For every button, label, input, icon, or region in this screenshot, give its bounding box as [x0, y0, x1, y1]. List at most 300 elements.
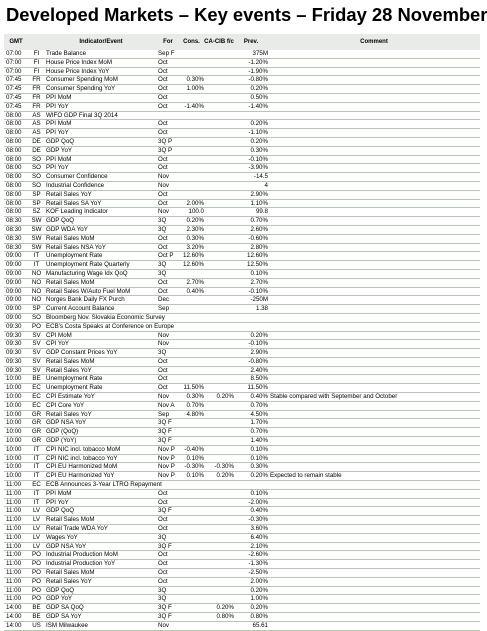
cell-for: Oct — [157, 287, 179, 296]
cell-gmt: 07:45 — [4, 93, 28, 102]
cell-indicator: GDP WDA YoY — [45, 225, 157, 234]
cell-indicator: Retail Sales MoM — [45, 234, 157, 243]
cell-cons — [179, 551, 204, 560]
cell-country: LV — [28, 533, 45, 542]
cell-cacib-forecast — [204, 67, 234, 76]
cell-gmt: 09:00 — [4, 313, 28, 322]
cell-cacib-forecast — [204, 454, 234, 463]
cell-cons — [179, 542, 204, 551]
cell-cacib-forecast — [204, 93, 234, 102]
cell-cacib-forecast — [204, 120, 234, 129]
cell-for: Oct — [157, 164, 179, 173]
cell-cons — [179, 533, 204, 542]
cell-cons — [179, 560, 204, 569]
cell-comment — [268, 375, 480, 384]
cell-for: Oct — [157, 93, 179, 102]
cell-indicator: GDP QoQ — [45, 217, 157, 226]
table-row — [4, 463, 480, 472]
cell-prev — [234, 313, 268, 322]
cell-prev: 1.40% — [234, 437, 268, 446]
cell-prev: 0.10% — [234, 269, 268, 278]
col-header-for: For — [157, 34, 179, 50]
cell-prev: 0.10% — [234, 489, 268, 498]
cell-prev: 0.20% — [234, 85, 268, 94]
cell-gmt: 11:00 — [4, 586, 28, 595]
cell-indicator: GDP (QoQ) — [45, 428, 157, 437]
cell-country: SW — [28, 234, 45, 243]
cell-gmt: 07:00 — [4, 50, 28, 58]
cell-comment — [268, 313, 480, 322]
cell-comment — [268, 454, 480, 463]
cell-indicator: Retail Sales MoM — [45, 357, 157, 366]
table-row — [4, 85, 480, 94]
cell-cons: -1.40% — [179, 102, 204, 111]
cell-comment — [268, 58, 480, 67]
cell-indicator: GDP NSA YoY — [45, 419, 157, 428]
cell-country: EC — [28, 384, 45, 393]
cell-for: Nov P — [157, 463, 179, 472]
cell-cacib-forecast — [204, 208, 234, 217]
cell-country: AS — [28, 120, 45, 129]
cell-cacib-forecast — [204, 199, 234, 208]
cell-country: IT — [28, 454, 45, 463]
cell-indicator: House Price Index MoM — [45, 58, 157, 67]
cell-comment — [268, 93, 480, 102]
cell-comment — [268, 50, 480, 58]
cell-country: IT — [28, 489, 45, 498]
cell-comment — [268, 234, 480, 243]
cell-indicator: PPI YoY — [45, 498, 157, 507]
table-row — [4, 366, 480, 375]
cell-comment — [268, 225, 480, 234]
table-row — [4, 410, 480, 419]
cell-cons: 0.10% — [179, 454, 204, 463]
cell-for: Oct — [157, 102, 179, 111]
cell-cons — [179, 507, 204, 516]
cell-cacib-forecast — [204, 349, 234, 358]
cell-comment — [268, 287, 480, 296]
cell-gmt: 09:00 — [4, 278, 28, 287]
cell-cacib-forecast — [204, 437, 234, 446]
cell-cons: -0.40% — [179, 445, 204, 454]
cell-cons: 3.20% — [179, 243, 204, 252]
cell-for: 3Q F — [157, 507, 179, 516]
cell-gmt: 09:30 — [4, 357, 28, 366]
table-row — [4, 67, 480, 76]
cell-comment — [268, 437, 480, 446]
cell-indicator: Retail Sales YoY — [45, 577, 157, 586]
cell-gmt: 10:00 — [4, 384, 28, 393]
cell-country: LV — [28, 542, 45, 551]
cell-indicator: Industrial Production YoY — [45, 560, 157, 569]
cell-comment — [268, 419, 480, 428]
cell-indicator: Industrial Production MoM — [45, 551, 157, 560]
cell-prev: 65.61 — [234, 621, 268, 630]
table-row — [4, 287, 480, 296]
cell-cacib-forecast — [204, 164, 234, 173]
cell-country: FR — [28, 102, 45, 111]
cell-gmt: 10:00 — [4, 472, 28, 481]
col-header-prev: Prev. — [234, 34, 268, 50]
cell-gmt: 14:00 — [4, 604, 28, 613]
cell-for: Oct — [157, 278, 179, 287]
cell-prev: 0.20% — [234, 120, 268, 129]
cell-prev: -1.40% — [234, 102, 268, 111]
cell-comment — [268, 190, 480, 199]
cell-country: IT — [28, 463, 45, 472]
cell-country: FR — [28, 76, 45, 85]
cell-prev: 2.80% — [234, 243, 268, 252]
cell-cons — [179, 586, 204, 595]
cell-indicator: CPI EU Harmonized MoM — [45, 463, 157, 472]
table-row — [4, 437, 480, 446]
cell-cons: 0.30% — [179, 76, 204, 85]
cell-prev: -0.30% — [234, 516, 268, 525]
cell-cons — [179, 322, 204, 331]
cell-for: Oct — [157, 384, 179, 393]
cell-cacib-forecast — [204, 234, 234, 243]
cell-gmt: 14:00 — [4, 613, 28, 622]
cell-cons: 4.80% — [179, 410, 204, 419]
cell-prev: 2.60% — [234, 225, 268, 234]
cell-comment — [268, 569, 480, 578]
cell-gmt: 08:00 — [4, 164, 28, 173]
cell-indicator: Norges Bank Daily FX Purch — [45, 296, 157, 305]
cell-cacib-forecast — [204, 129, 234, 138]
cell-gmt: 08:30 — [4, 234, 28, 243]
cell-indicator: ECB Announces 3-Year LTRO Repayment — [46, 481, 162, 489]
cell-cons — [179, 50, 204, 58]
cell-prev: 0.80% — [234, 613, 268, 622]
cell-cons: 0.40% — [179, 287, 204, 296]
cell-country: PO — [28, 595, 45, 604]
cell-indicator: ECB's Costa Speaks at Conference on Europe — [46, 322, 175, 330]
cell-gmt: 09:00 — [4, 305, 28, 314]
cell-comment — [268, 129, 480, 138]
cell-country: DE — [28, 137, 45, 146]
cell-for: 3Q — [157, 533, 179, 542]
cell-indicator: Unemployment Rate Quarterly — [45, 261, 157, 270]
cell-cacib-forecast — [204, 489, 234, 498]
cell-indicator: Retail Sales MoM — [45, 516, 157, 525]
cell-comment — [268, 305, 480, 314]
cell-prev: 99.8 — [234, 208, 268, 217]
cell-gmt: 11:00 — [4, 595, 28, 604]
cell-prev: 2.90% — [234, 190, 268, 199]
cell-comment — [268, 331, 480, 340]
cell-for: Oct — [157, 190, 179, 199]
cell-for: Nov — [157, 331, 179, 340]
cell-for: Oct — [157, 498, 179, 507]
cell-indicator: WIFO GDP Final 3Q 2014 — [45, 111, 157, 120]
cell-cacib-forecast — [204, 428, 234, 437]
table-row — [4, 428, 480, 437]
table-header-row — [4, 34, 480, 50]
cell-cacib-forecast — [204, 525, 234, 534]
cell-comment — [268, 164, 480, 173]
table-row — [4, 252, 480, 261]
cell-country: SO — [28, 181, 45, 190]
table-row — [4, 349, 480, 358]
cell-prev: -0.80% — [234, 357, 268, 366]
table-row — [4, 560, 480, 569]
cell-cacib-forecast — [204, 621, 234, 630]
table-row — [4, 340, 480, 349]
cell-indicator: Manufacturing Wage Idx QoQ — [45, 269, 157, 278]
cell-cacib-forecast — [204, 586, 234, 595]
cell-cacib-forecast: -0.30% — [204, 463, 234, 472]
cell-prev: -250M — [234, 296, 268, 305]
cell-prev: 0.40% — [234, 507, 268, 516]
cell-indicator: Unemployment Rate — [45, 375, 157, 384]
table-row — [4, 595, 480, 604]
cell-comment — [268, 410, 480, 419]
cell-comment — [268, 173, 480, 182]
cell-gmt: 10:00 — [4, 437, 28, 446]
cell-comment — [268, 111, 480, 120]
cell-country: NO — [28, 278, 45, 287]
table-row — [4, 217, 480, 226]
cell-comment — [268, 76, 480, 85]
cell-country: SV — [28, 349, 45, 358]
table-row — [4, 313, 480, 322]
cell-for: Oct — [157, 120, 179, 129]
cell-cons — [179, 357, 204, 366]
table-row — [4, 225, 480, 234]
cell-indicator: PPI MoM — [45, 489, 157, 498]
table-row — [4, 190, 480, 199]
cell-indicator: GDP (YoY) — [45, 437, 157, 446]
cell-prev: 6.40% — [234, 533, 268, 542]
cell-cons — [179, 190, 204, 199]
cell-gmt: 07:45 — [4, 102, 28, 111]
cell-prev: 11.50% — [234, 384, 268, 393]
cell-for: Nov — [157, 340, 179, 349]
table-row — [4, 155, 480, 164]
cell-indicator: Retail Sales MoM — [45, 278, 157, 287]
cell-cons: 2.70% — [179, 278, 204, 287]
cell-country: IT — [28, 445, 45, 454]
table-row — [4, 384, 480, 393]
cell-cacib-forecast — [204, 366, 234, 375]
cell-country: FR — [28, 85, 45, 94]
cell-indicator: PPI YoY — [45, 129, 157, 138]
table-row — [4, 604, 480, 613]
cell-comment — [268, 533, 480, 542]
cell-gmt: 14:00 — [4, 621, 28, 630]
cell-indicator: PPI MoM — [45, 155, 157, 164]
cell-indicator: Retail Sales W/Auto Fuel MoM — [45, 287, 157, 296]
cell-prev — [234, 481, 268, 490]
cell-for: Sep — [157, 305, 179, 314]
cell-country: SO — [28, 164, 45, 173]
cell-for: Nov P — [157, 472, 179, 481]
table-row — [4, 375, 480, 384]
col-header-cons: Cons. — [179, 34, 204, 50]
cell-comment — [268, 155, 480, 164]
cell-cacib-forecast — [204, 551, 234, 560]
cell-cons — [179, 67, 204, 76]
cell-prev — [234, 322, 268, 331]
cell-gmt: 10:00 — [4, 410, 28, 419]
cell-prev: -3.90% — [234, 164, 268, 173]
cell-prev: 2.90% — [234, 349, 268, 358]
cell-indicator: Retail Trade WDA YoY — [45, 525, 157, 534]
cell-prev: 4.50% — [234, 410, 268, 419]
cell-indicator: Retail Sales NSA YoY — [45, 243, 157, 252]
cell-gmt: 07:00 — [4, 67, 28, 76]
cell-cacib-forecast — [204, 155, 234, 164]
table-row — [4, 516, 480, 525]
cell-cacib-forecast — [204, 269, 234, 278]
table-row — [4, 261, 480, 270]
cell-prev: 0.20% — [234, 137, 268, 146]
cell-country: AS — [28, 111, 45, 120]
cell-prev: -1.30% — [234, 560, 268, 569]
cell-for: Oct P — [157, 252, 179, 261]
cell-for: Dec — [157, 296, 179, 305]
cell-prev: 0.30% — [234, 463, 268, 472]
cell-prev: -2.50% — [234, 569, 268, 578]
cell-prev: 4 — [234, 181, 268, 190]
cell-gmt: 08:00 — [4, 129, 28, 138]
cell-gmt: 08:00 — [4, 111, 28, 120]
cell-prev: -2.60% — [234, 551, 268, 560]
cell-gmt: 10:00 — [4, 428, 28, 437]
cell-prev: 3.60% — [234, 525, 268, 534]
cell-for: 3Q — [157, 595, 179, 604]
key-events-table — [4, 34, 480, 631]
cell-gmt: 10:00 — [4, 393, 28, 402]
cell-comment — [268, 181, 480, 190]
cell-indicator: GDP YoY — [45, 595, 157, 604]
cell-country: SO — [28, 155, 45, 164]
cell-cons — [179, 146, 204, 155]
cell-indicator: CPI Estimate YoY — [45, 393, 157, 402]
cell-comment — [268, 349, 480, 358]
cell-comment — [268, 208, 480, 217]
cell-indicator: Unemployment Rate — [45, 252, 157, 261]
cell-prev: -0.60% — [234, 234, 268, 243]
cell-for: Nov — [157, 181, 179, 190]
cell-country: SV — [28, 366, 45, 375]
cell-country: SV — [28, 331, 45, 340]
cell-prev: -1.90% — [234, 67, 268, 76]
table-row — [4, 120, 480, 129]
cell-gmt: 10:00 — [4, 419, 28, 428]
cell-cacib-forecast — [204, 419, 234, 428]
cell-cacib-forecast — [204, 76, 234, 85]
cell-for: Oct — [157, 366, 179, 375]
cell-for: Oct — [157, 525, 179, 534]
cell-prev: 2.70% — [234, 278, 268, 287]
table-row — [4, 322, 480, 331]
cell-gmt: 10:00 — [4, 463, 28, 472]
cell-country: SP — [28, 190, 45, 199]
cell-for: Nov — [157, 621, 179, 630]
cell-comment — [268, 137, 480, 146]
table-row — [4, 331, 480, 340]
cell-cacib-forecast — [204, 190, 234, 199]
cell-comment — [268, 542, 480, 551]
cell-prev: 0.70% — [234, 217, 268, 226]
cell-country: IT — [28, 252, 45, 261]
cell-for: Oct — [157, 199, 179, 208]
cell-for: 3Q P — [157, 146, 179, 155]
cell-gmt: 10:00 — [4, 445, 28, 454]
cell-gmt: 09:30 — [4, 340, 28, 349]
table-row — [4, 586, 480, 595]
cell-for: Oct — [157, 243, 179, 252]
cell-gmt: 07:45 — [4, 85, 28, 94]
table-row — [4, 357, 480, 366]
cell-indicator: CPI NIC incl. tobacco MoM — [45, 445, 157, 454]
cell-for: Oct — [157, 67, 179, 76]
cell-indicator: Consumer Spending YoY — [45, 85, 157, 94]
cell-prev: -1.20% — [234, 58, 268, 67]
cell-prev: 0.30% — [234, 146, 268, 155]
cell-cacib-forecast — [204, 595, 234, 604]
cell-indicator: GDP SA QoQ — [45, 604, 157, 613]
cell-gmt: 11:00 — [4, 577, 28, 586]
table-row — [4, 146, 480, 155]
cell-gmt: 08:00 — [4, 208, 28, 217]
cell-country: PO — [28, 577, 45, 586]
cell-cacib-forecast — [204, 560, 234, 569]
cell-gmt: 08:30 — [4, 243, 28, 252]
cell-country: SP — [28, 199, 45, 208]
table-row — [4, 525, 480, 534]
cell-cons — [179, 621, 204, 630]
cell-cons — [179, 269, 204, 278]
cell-indicator: Consumer Spending MoM — [45, 76, 157, 85]
cell-prev: 1.70% — [234, 419, 268, 428]
cell-comment — [268, 498, 480, 507]
cell-for: Nov P — [157, 445, 179, 454]
cell-cons: 12.60% — [179, 252, 204, 261]
cell-country: EC — [28, 393, 45, 402]
cell-indicator: Bloomberg Nov. Slovakia Economic Survey — [46, 313, 165, 321]
cell-indicator: Current Account Balance — [45, 305, 157, 314]
cell-gmt: 11:00 — [4, 489, 28, 498]
cell-country: PO — [28, 322, 45, 331]
table-row — [4, 577, 480, 586]
cell-for: Nov A — [157, 401, 179, 410]
cell-country: FI — [28, 67, 45, 76]
page-title: Developed Markets – Key events – Friday 28 November — [6, 4, 487, 25]
cell-cacib-forecast — [204, 111, 234, 120]
cell-cons — [179, 340, 204, 349]
cell-comment — [268, 428, 480, 437]
cell-cacib-forecast: 0.20% — [204, 393, 234, 402]
cell-indicator: Unemployment Rate — [45, 384, 157, 393]
cell-cons — [179, 181, 204, 190]
cell-cacib-forecast — [204, 569, 234, 578]
cell-cons — [179, 349, 204, 358]
cell-prev: 8.50% — [234, 375, 268, 384]
cell-prev: 0.70% — [234, 428, 268, 437]
cell-country: LV — [28, 507, 45, 516]
table-row — [4, 199, 480, 208]
cell-country: GR — [28, 428, 45, 437]
cell-cacib-forecast — [204, 305, 234, 314]
table-row — [4, 489, 480, 498]
cell-prev: 2.40% — [234, 366, 268, 375]
cell-for: Sep — [157, 410, 179, 419]
cell-gmt: 11:00 — [4, 507, 28, 516]
cell-cons — [179, 120, 204, 129]
cell-for: Oct — [157, 155, 179, 164]
